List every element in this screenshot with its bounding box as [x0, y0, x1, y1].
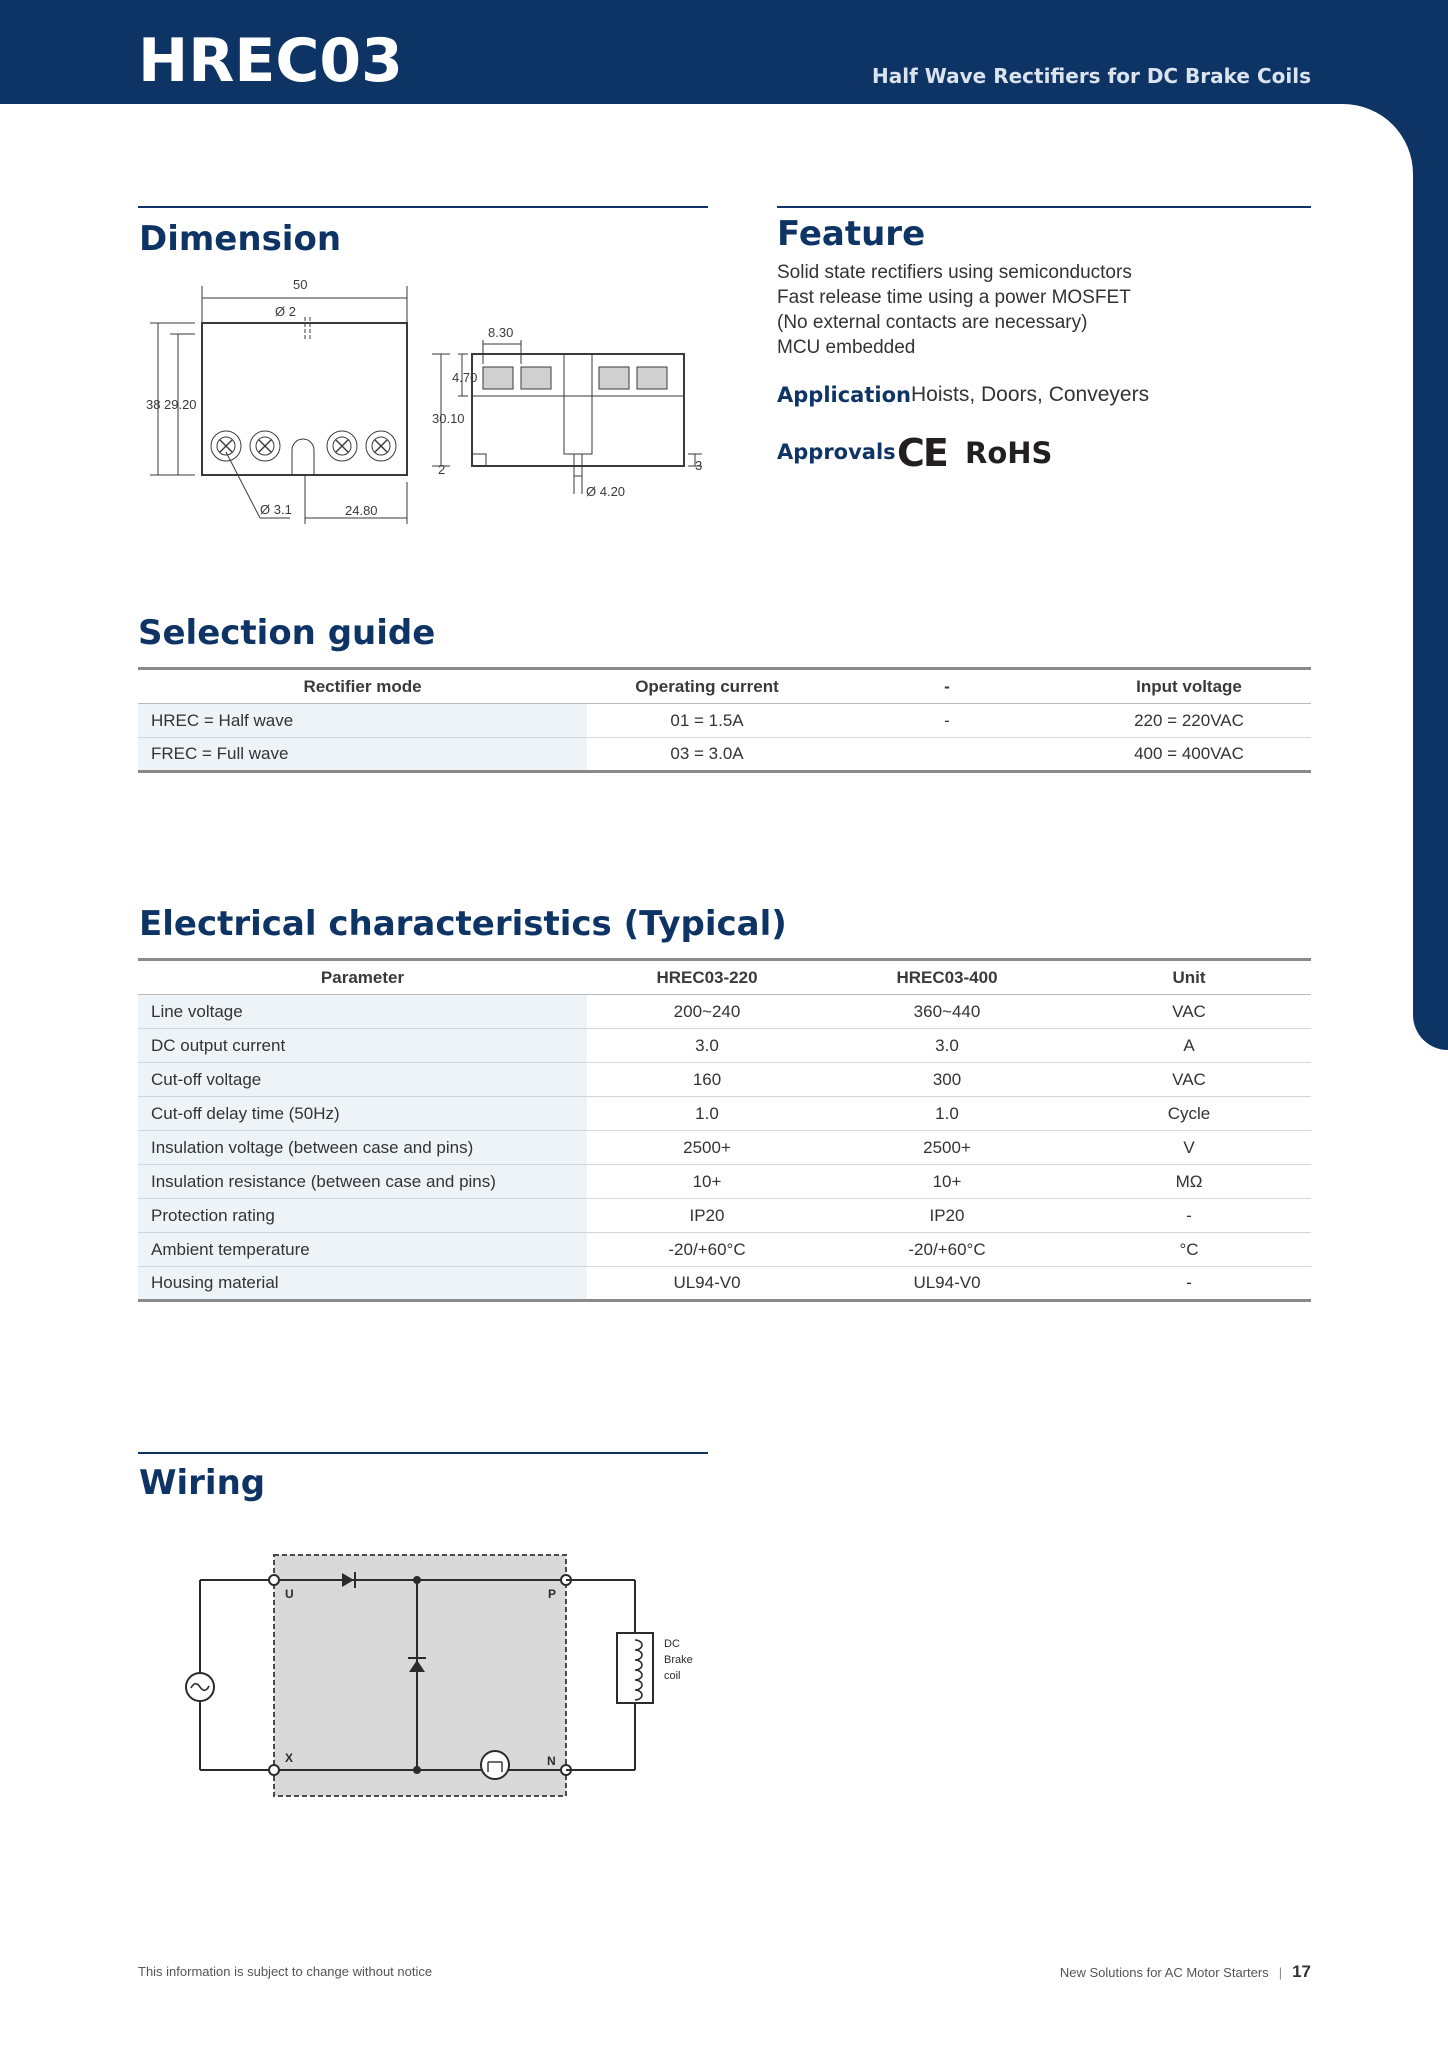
table-cell: Protection rating: [138, 1199, 587, 1233]
table-cell: Housing material: [138, 1267, 587, 1301]
selection-heading: Selection guide: [138, 613, 436, 653]
table-cell: 360~440: [827, 995, 1067, 1029]
table-cell: 300: [827, 1063, 1067, 1097]
electrical-heading: Electrical characteristics (Typical): [139, 904, 787, 944]
table-cell: Cut-off delay time (50Hz): [138, 1097, 587, 1131]
table-header-row: [138, 960, 1311, 995]
table-cell: MΩ: [1067, 1165, 1311, 1199]
page-number: 17: [1292, 1962, 1311, 1981]
product-subtitle: Half Wave Rectifiers for DC Brake Coils: [872, 64, 1311, 88]
table-cell: Ambient temperature: [138, 1233, 587, 1267]
table-cell: A: [1067, 1029, 1311, 1063]
table-row: [138, 995, 1311, 1029]
table-header-row: [138, 669, 1311, 704]
column-header: HREC03-220: [587, 960, 827, 995]
table-cell: -: [1067, 1199, 1311, 1233]
coil-label-line3: coil: [664, 1670, 681, 1682]
table-cell: -: [827, 704, 1067, 738]
feature-item: Solid state rectifiers using semiconductors: [777, 262, 1132, 283]
footer-separator: |: [1278, 1965, 1283, 1980]
wiring-heading: Wiring: [139, 1463, 266, 1503]
table-cell: UL94-V0: [827, 1267, 1067, 1301]
table-cell: -: [1067, 1267, 1311, 1301]
ce-mark: CE: [897, 431, 947, 475]
table-cell: 400 = 400VAC: [1067, 738, 1311, 772]
table-row: [138, 1165, 1311, 1199]
coil-label-line2: Brake: [664, 1654, 693, 1666]
table-cell: 01 = 1.5A: [587, 704, 827, 738]
table-cell: 200~240: [587, 995, 827, 1029]
table-cell: 2500+: [827, 1131, 1067, 1165]
dim-screw-dia: Ø 3.1: [260, 502, 292, 517]
table-row: [138, 1063, 1311, 1097]
table-row: [138, 1233, 1311, 1267]
dimension-rule: [138, 206, 708, 208]
table-cell: 1.0: [587, 1097, 827, 1131]
footer-series-text: New Solutions for AC Motor Starters: [1059, 1965, 1269, 1980]
dimension-drawing: [140, 272, 703, 534]
table-cell: 3.0: [827, 1029, 1067, 1063]
table-cell: HREC = Half wave: [138, 704, 587, 738]
feature-list: [777, 260, 1132, 360]
footer-disclaimer: This information is subject to change without notice: [138, 1964, 433, 1979]
table-cell: Insulation resistance (between case and pins): [138, 1165, 587, 1199]
selection-table: [138, 667, 1311, 773]
column-header: Unit: [1067, 960, 1311, 995]
rohs-mark: RoHS: [965, 436, 1053, 470]
table-row: [138, 1029, 1311, 1063]
table-cell: UL94-V0: [587, 1267, 827, 1301]
side-tab: [1413, 104, 1448, 1050]
dim-terminal-height: 4.70: [452, 370, 478, 385]
dim-terminal-pitch: 8.30: [488, 325, 514, 340]
table-cell: Insulation voltage (between case and pins): [138, 1131, 587, 1165]
mosfet-symbol: [481, 1751, 509, 1779]
feature-item: Fast release time using a power MOSFET: [777, 287, 1131, 308]
column-header: Input voltage: [1067, 669, 1311, 704]
dim-height-outer: 38: [146, 397, 161, 412]
terminal-x-label: X: [285, 1751, 294, 1765]
table-row: [138, 1199, 1311, 1233]
table-cell: 1.0: [827, 1097, 1067, 1131]
column-header: HREC03-400: [827, 960, 1067, 995]
table-cell: -20/+60°C: [587, 1233, 827, 1267]
wiring-rule: [138, 1452, 708, 1454]
table-cell: °C: [1067, 1233, 1311, 1267]
table-row: [138, 704, 1311, 738]
table-cell: 03 = 3.0A: [587, 738, 827, 772]
dim-hole: Ø 2: [275, 304, 296, 319]
terminal-n-label: N: [547, 1754, 556, 1768]
column-header: Operating current: [587, 669, 827, 704]
table-cell: 160: [587, 1063, 827, 1097]
wiring-diagram: [170, 1540, 730, 1810]
coil-label-line1: DC: [664, 1638, 680, 1650]
dim-pin-len: 3: [695, 458, 703, 473]
table-cell: Cut-off voltage: [138, 1063, 587, 1097]
table-row: [138, 1131, 1311, 1165]
table-cell: -20/+60°C: [827, 1233, 1067, 1267]
table-cell: V: [1067, 1131, 1311, 1165]
terminal-x: [269, 1765, 279, 1775]
feature-item: MCU embedded: [777, 337, 916, 358]
mounting-slot: [292, 439, 314, 475]
table-cell: 3.0: [587, 1029, 827, 1063]
feature-item: (No external contacts are necessary): [777, 312, 1088, 333]
table-cell: Line voltage: [138, 995, 587, 1029]
column-header: -: [827, 669, 1067, 704]
table-cell: IP20: [587, 1199, 827, 1233]
table-cell: FREC = Full wave: [138, 738, 587, 772]
dim-width: 50: [293, 277, 308, 292]
table-cell: DC output current: [138, 1029, 587, 1063]
table-cell: Cycle: [1067, 1097, 1311, 1131]
dim-slot-offset: 24.80: [345, 503, 378, 518]
footer-series: [1060, 1961, 1311, 1984]
dim-side-height: 30.10: [432, 411, 465, 426]
table-cell: VAC: [1067, 995, 1311, 1029]
feature-heading: Feature: [777, 214, 926, 254]
table-row: [138, 1267, 1311, 1301]
column-header: Parameter: [138, 960, 587, 995]
column-header: Rectifier mode: [138, 669, 587, 704]
product-title: HREC03: [138, 26, 403, 96]
table-row: [138, 1097, 1311, 1131]
table-cell: 10+: [587, 1165, 827, 1199]
brake-coil: [617, 1633, 653, 1703]
table-cell: [827, 738, 1067, 772]
table-cell: 2500+: [587, 1131, 827, 1165]
table-row: [138, 738, 1311, 772]
terminal-u-label: U: [285, 1587, 294, 1601]
feature-rule: [777, 206, 1311, 208]
table-cell: IP20: [827, 1199, 1067, 1233]
dimension-heading: Dimension: [139, 219, 342, 259]
rectifier-box: [274, 1555, 566, 1796]
approvals-label: Approvals: [777, 440, 896, 464]
terminal-p-label: P: [548, 1587, 557, 1601]
dim-base: 2: [438, 462, 446, 477]
electrical-table: [138, 958, 1311, 1302]
terminal-u: [269, 1575, 279, 1585]
table-cell: 220 = 220VAC: [1067, 704, 1311, 738]
application-label: Application: [777, 383, 911, 407]
application-value: Hoists, Doors, Conveyers: [911, 383, 1150, 406]
table-cell: 10+: [827, 1165, 1067, 1199]
dim-pin-dia: Ø 4.20: [586, 484, 626, 499]
table-cell: VAC: [1067, 1063, 1311, 1097]
dim-height-inner: 29.20: [164, 397, 197, 412]
